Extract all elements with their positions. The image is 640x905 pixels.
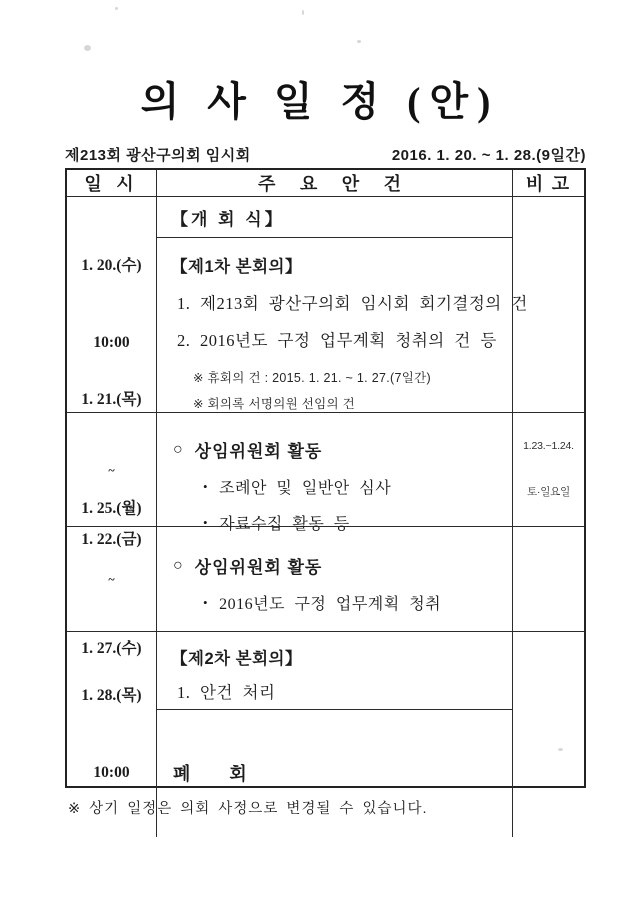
bullet-icon: • xyxy=(203,594,209,610)
date-line: 1. 28.(목) xyxy=(81,687,142,705)
opening-section xyxy=(157,197,512,238)
agenda-item: 2. 2016년도 구정 업무계획 청취의 건 등 xyxy=(177,331,497,350)
scan-speck xyxy=(357,40,361,43)
header-datetime: 일 시 xyxy=(67,170,157,196)
page-title: 의 사 일 정 (안) xyxy=(140,79,500,124)
table-row xyxy=(67,197,584,413)
bullet-icon: • xyxy=(203,514,209,530)
time-line: 10:00 xyxy=(93,334,130,352)
activity-heading xyxy=(173,437,504,462)
agenda-item: 1. 안건 처리 xyxy=(177,683,276,702)
table-header-row xyxy=(67,170,584,197)
date-cell xyxy=(67,500,157,658)
circle-marker-icon: ○ xyxy=(173,556,184,574)
activity-heading xyxy=(173,553,504,578)
bullet-item xyxy=(203,475,504,498)
date-line: 1. 22.(금) xyxy=(81,530,142,548)
opening-title: 【개 회 식】 xyxy=(171,209,285,229)
remark-cell xyxy=(513,527,584,631)
circle-marker-icon: ○ xyxy=(173,440,184,458)
scan-speck xyxy=(302,10,304,15)
date-line: 1. 20.(수) xyxy=(81,257,142,275)
remark-cell xyxy=(513,413,584,526)
session-info-bar xyxy=(65,144,586,165)
agenda-item: 1. 제213회 광산구의회 임시회 회기결정의 건 xyxy=(177,294,528,313)
agenda-note: ※ 회의록 서명의원 선임의 건 xyxy=(193,397,355,411)
remark-line: 토·일요일 xyxy=(526,485,571,498)
meeting-title: 【제2차 본회의】 xyxy=(171,650,302,668)
date-line: 1. 21.(목) xyxy=(81,390,142,408)
date-tilde: ~ xyxy=(108,572,115,586)
agenda-table xyxy=(65,168,586,788)
remark-cell xyxy=(513,632,584,837)
agenda-cell xyxy=(157,197,528,412)
activity-title: 상임위원회 활동 xyxy=(194,558,323,577)
date-line: 1. 25.(월) xyxy=(81,500,142,518)
remark-line: 1.23.~1.24. xyxy=(523,440,574,453)
bullet-icon: • xyxy=(203,478,209,494)
date-line: 1. 27.(수) xyxy=(81,640,142,658)
session-period: 2016. 1. 20. ~ 1. 28.(9일간) xyxy=(391,147,586,164)
bullet-text: 2016년도 구정 업무계획 청취 xyxy=(219,596,442,613)
agenda-cell xyxy=(157,527,513,631)
agenda-note: ※ 휴회의 건 : 2015. 1. 21. ~ 1. 27.(7일간) xyxy=(193,371,431,385)
activity-title: 상임위원회 활동 xyxy=(194,442,323,461)
meeting-section xyxy=(157,632,512,710)
time-line: 10:00 xyxy=(93,763,130,781)
session-label: 제213회 광산구의회 임시회 xyxy=(65,147,251,164)
header-agenda: 주 요 안 건 xyxy=(157,170,513,196)
scan-speck xyxy=(84,45,91,51)
bullet-item xyxy=(203,591,504,614)
header-remark: 비 고 xyxy=(525,174,572,194)
scan-speck xyxy=(115,7,118,10)
closing-title: 폐 회 xyxy=(173,764,248,785)
meeting-section xyxy=(157,238,528,412)
meeting-title: 【제1차 본회의】 xyxy=(171,258,302,276)
remark-cell xyxy=(513,197,584,412)
bullet-text: 자료수집 활동 등 xyxy=(219,516,350,533)
footnote: ※ 상기 일정은 의회 사정으로 변경될 수 있습니다. xyxy=(68,801,428,817)
bullet-text: 조례안 및 일반안 심사 xyxy=(219,480,392,497)
agenda-cell xyxy=(157,413,513,533)
date-tilde: ~ xyxy=(108,462,115,477)
